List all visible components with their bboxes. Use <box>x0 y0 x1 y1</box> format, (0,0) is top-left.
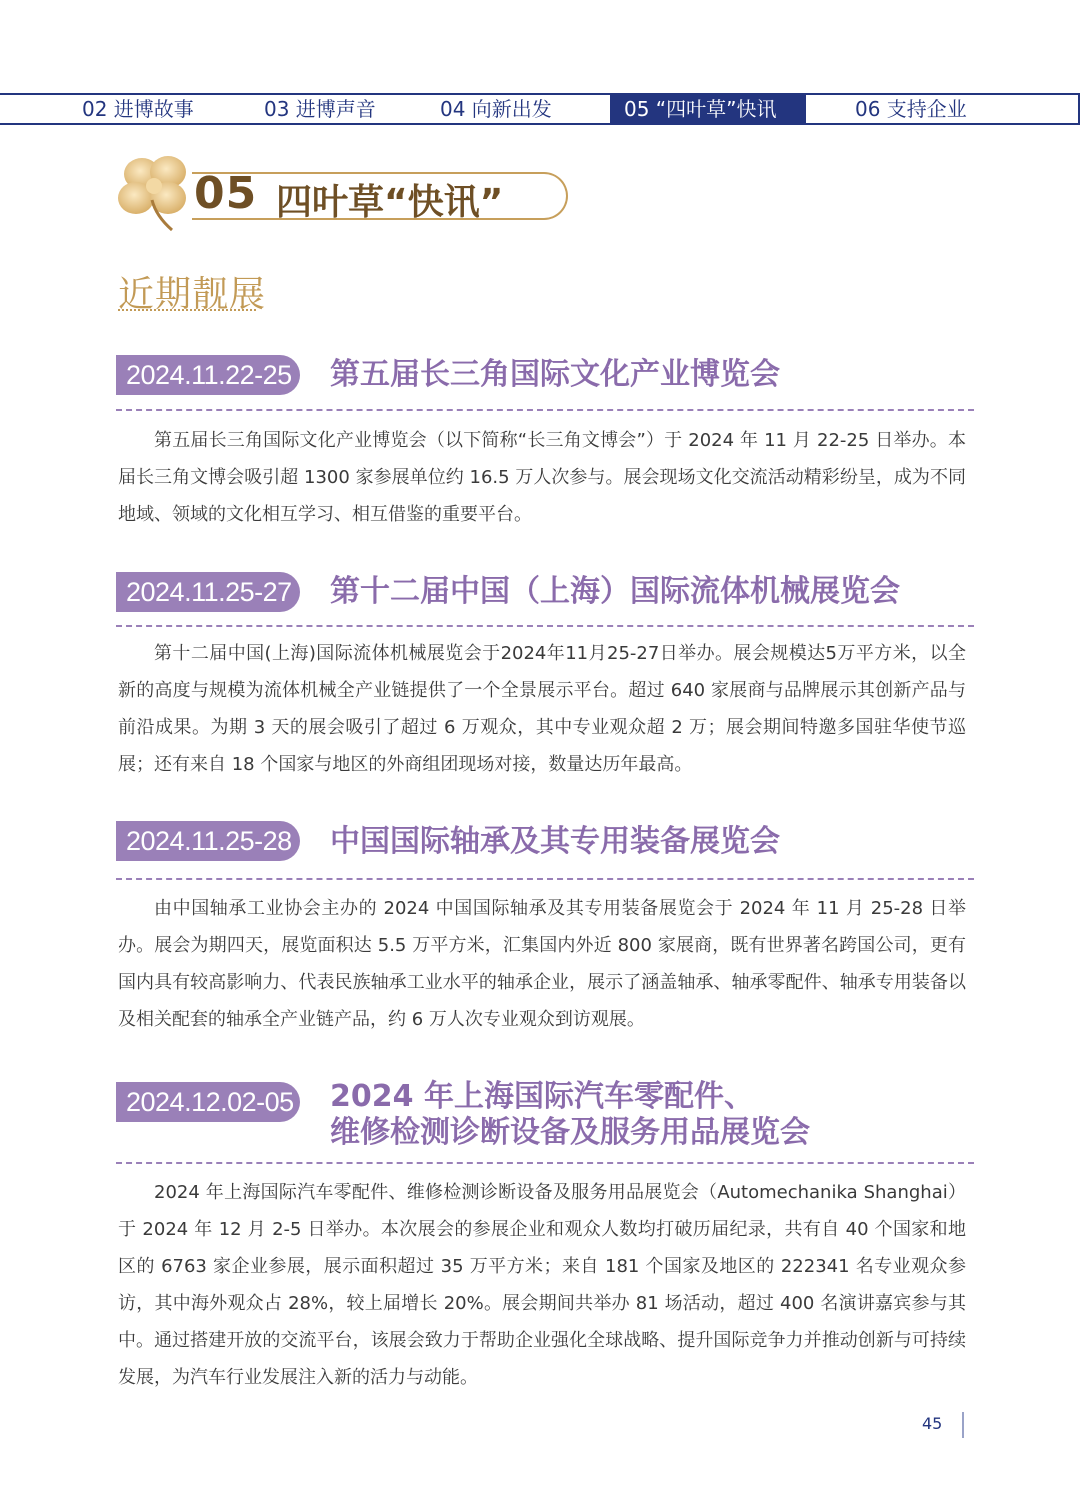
subheading: 近期靓展 <box>118 274 267 315</box>
exhibition-description: 第十二届中国(上海)国际流体机械展览会于2024年11月25-27日举办。展会规模达5万平方米，以全新的高度与规模为流体机械全产业链提供了一个全景展示平台。超过 640 家展商与品牌展示其创新产品与前沿成果。为期 3 天的展会吸引了超过 6 万观众，其中专业观众超 2 万；展会期间特邀多国驻华使节巡展；还有来自 18 个国家与地区的外商组团现场对接，数量达历年最高。 <box>118 643 966 775</box>
exhibition-title: 中国国际轴承及其专用装备展览会 <box>330 824 780 859</box>
exhibition-description: 由中国轴承工业协会主办的 2024 中国国际轴承及其专用装备展览会于 2024 年 11 月 25-28 日举办。展会为期四天，展览面积达 5.5 万平方米，汇集国内外近 800 家展商，既有世界著名跨国公司，更有国内具有较高影响力、代表民族轴承工业水平的轴承企业，展示了涵盖轴承、轴承零配件、轴承专用装备以及相关配套的轴承全产业链产品，约 6 万人次专业观众到访观展。 <box>118 898 966 1030</box>
dashed-divider <box>116 878 974 880</box>
section-number: 05 <box>194 168 258 219</box>
page-number-bar <box>962 1412 964 1438</box>
section-title: 四叶草“快讯” <box>276 182 504 223</box>
subheading-underline <box>118 309 256 311</box>
exhibition-title-line-1: 2024 年上海国际汽车零配件、 <box>330 1079 754 1114</box>
dashed-divider <box>116 409 974 411</box>
nav-item-support[interactable]: 06 支持企业 <box>855 97 967 121</box>
exhibition-title: 第十二届中国（上海）国际流体机械展览会 <box>330 574 900 609</box>
top-navigation <box>0 93 1080 125</box>
exhibition-date-badge: 2024.11.22-25 <box>116 355 300 395</box>
exhibition-title: 第五届长三角国际文化产业博览会 <box>330 357 780 392</box>
dashed-divider <box>116 1162 974 1164</box>
dashed-divider <box>116 625 974 627</box>
nav-item-clover-news[interactable]: 05 “四叶草”快讯 <box>610 95 806 123</box>
nav-item-stories[interactable]: 02 进博故事 <box>82 97 194 121</box>
exhibition-date-badge: 2024.11.25-27 <box>116 572 300 612</box>
exhibition-title-line-2: 维修检测诊断设备及服务用品展览会 <box>330 1115 810 1150</box>
exhibition-date-badge: 2024.12.02-05 <box>116 1082 300 1122</box>
exhibition-description: 2024 年上海国际汽车零配件、维修检测诊断设备及服务用品展览会（Automechanika Shanghai）于 2024 年 12 月 2-5 日举办。本次展会的参展企业和观众人数均打破历届纪录，共有自 40 个国家和地区的 6763 家企业参展，展示面积超过 35 万平方米；来自 181 个国家及地区的 222341 名专业观众参访，其中海外观众占 28%，较上届增长 20%。展会期间共举办 81 场活动，超过 400 名演讲嘉宾参与其中。通过搭建开放的交流平台，该展会致力于帮助企业强化全球战略、提升国际竞争力并推动创新与可持续发展，为汽车行业发展注入新的活力与动能。 <box>118 1182 966 1388</box>
page-number: 45 <box>922 1414 943 1433</box>
exhibition-date-badge: 2024.11.25-28 <box>116 821 300 861</box>
nav-item-voices[interactable]: 03 进博声音 <box>264 97 376 121</box>
exhibition-description: 第五届长三角国际文化产业博览会（以下简称“长三角文博会”）于 2024 年 11 月 22-25 日举办。本届长三角文博会吸引超 1300 家参展单位约 16.5 万人次参与。展会现场文化交流活动精彩纷呈，成为不同地域、领域的文化相互学习、相互借鉴的重要平台。 <box>118 430 966 525</box>
four-leaf-clover-icon <box>112 150 204 234</box>
nav-item-new-start[interactable]: 04 向新出发 <box>440 97 552 121</box>
